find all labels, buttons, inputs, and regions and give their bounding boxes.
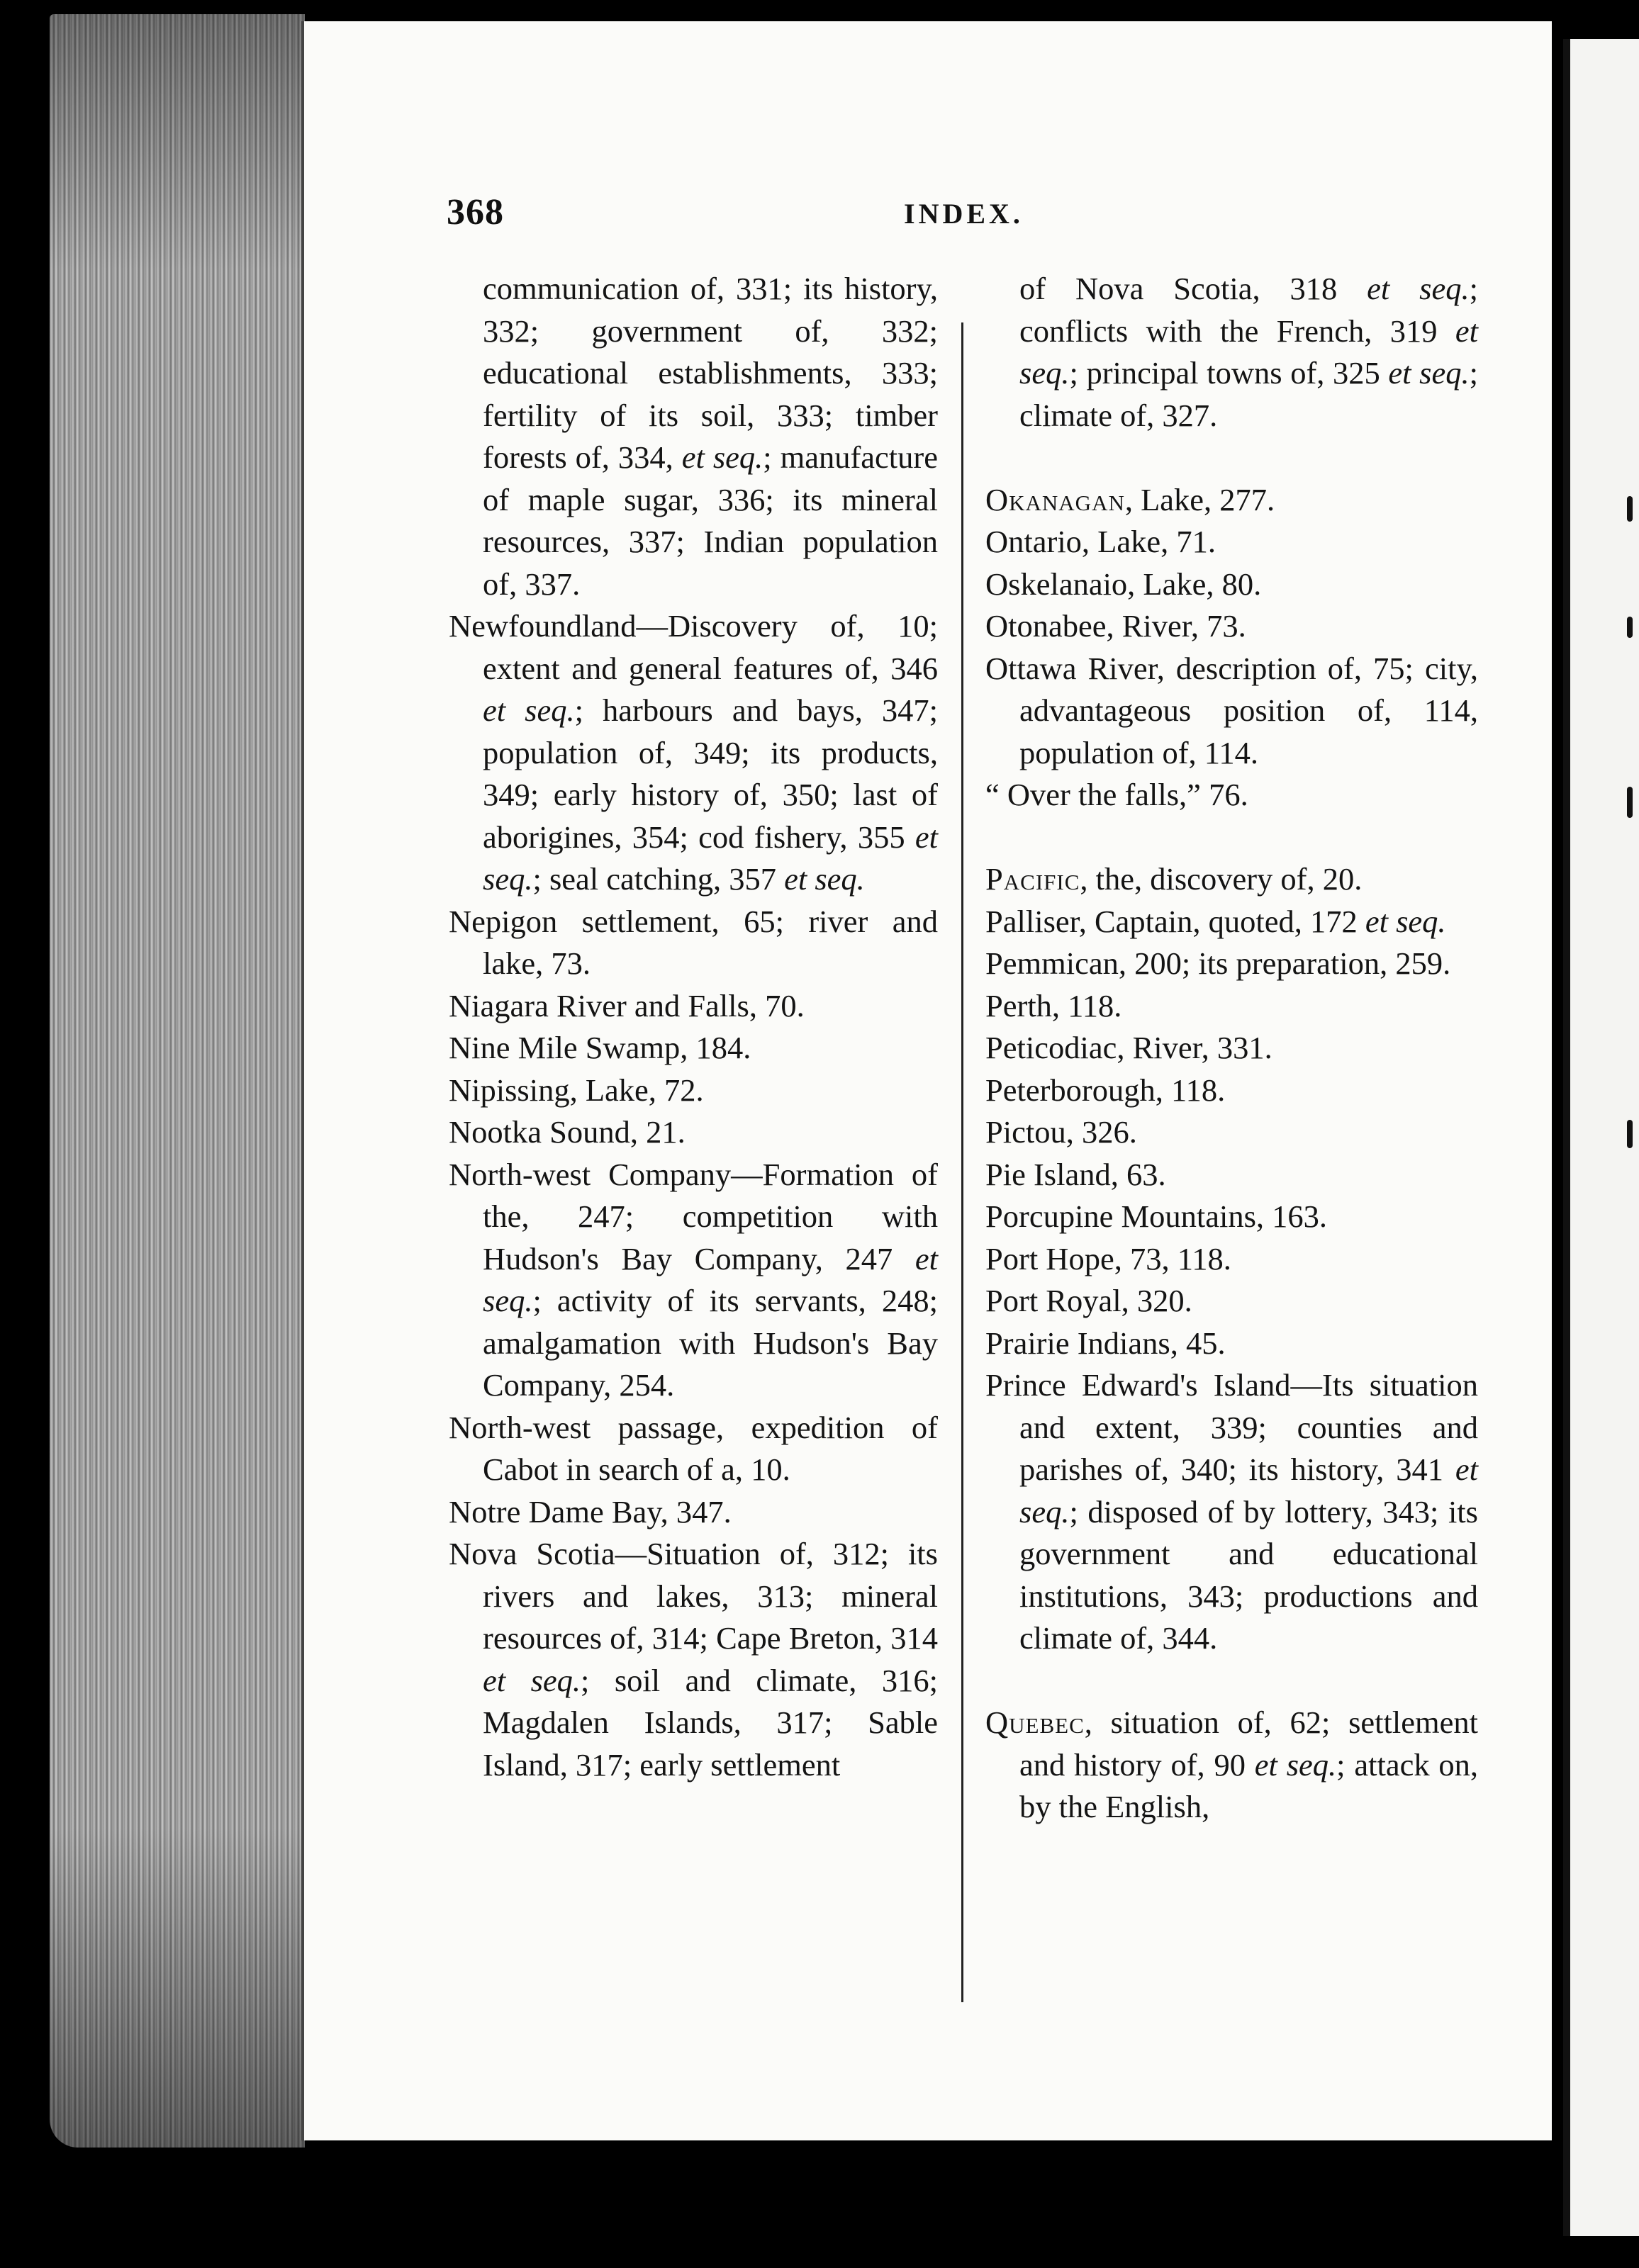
index-entry-continued: of Nova Scotia, 318 et seq.; conflicts with the French, 319 et seq.; principal towns of, 325 et seq.; climate of, 327. — [1019, 271, 1479, 433]
index-entry: Quebec, situation of, 62; settlement and history of, 90 et seq.; attack on, by the English, — [985, 1705, 1479, 1824]
facing-page-mark — [1627, 617, 1633, 638]
index-entry: “ Over the falls,” 76. — [985, 777, 1248, 812]
index-entry: Ontario, Lake, 71. — [985, 524, 1216, 559]
index-entry: Newfoundland—Discovery of, 10; extent and general features of, 346 et seq.; harbours and bays, 347; population of, 349; its products, 349; early history of, 350; last of aborigines, 354; cod fishery, 355 et seq.; seal catching, 357 et seq. — [449, 608, 938, 897]
index-entry: Prince Edward's Island—Its situation and extent, 339; counties and parishes of, 340; its history, 341 et seq.; disposed of by lottery, 343; its government and educational institutions, 343; productions and climate of, 344. — [985, 1367, 1478, 1656]
index-entry: Ottawa River, description of, 75; city, advantageous position of, 114, population of, 114. — [985, 650, 1478, 770]
index-entry: Port Royal, 320. — [985, 1283, 1192, 1318]
index-entry: Nine Mile Swamp, 184. — [449, 1030, 751, 1065]
index-entry: Palliser, Captain, quoted, 172 et seq. — [985, 903, 1446, 939]
index-entry: Otonabee, River, 73. — [985, 608, 1246, 644]
index-entry: Niagara River and Falls, 70. — [449, 987, 805, 1023]
index-entry: Nova Scotia—Situation of, 312; its rivers and lakes, 313; mineral resources of, 314; Cape Breton, 314 et seq.; soil and climate, 316; Magdalen Islands, 317; Sable Island, 317; early settlement — [449, 1536, 938, 1783]
index-entry: Peterborough, 118. — [985, 1072, 1226, 1108]
index-entry: Pictou, 326. — [985, 1114, 1137, 1150]
page-header — [447, 191, 1467, 241]
index-entry: Nipissing, Lake, 72. — [449, 1072, 704, 1108]
facing-page-mark — [1627, 496, 1633, 522]
column-divider — [961, 322, 963, 2002]
book-page-edges — [50, 14, 305, 2148]
facing-page-mark — [1627, 1120, 1633, 1148]
index-entry: Notre Dame Bay, 347. — [449, 1493, 732, 1529]
facing-page-mark — [1627, 787, 1633, 818]
index-entry: Prairie Indians, 45. — [985, 1325, 1226, 1361]
index-entry: Pacific, the, discovery of, 20. — [985, 861, 1363, 897]
index-column-right — [985, 268, 1478, 1829]
section-gap — [985, 816, 1478, 859]
index-entry: Porcupine Mountains, 163. — [985, 1198, 1328, 1234]
index-entry: Nootka Sound, 21. — [449, 1114, 686, 1150]
section-gap — [985, 437, 1478, 479]
index-entry: Perth, 118. — [985, 987, 1122, 1023]
index-entry: Oskelanaio, Lake, 80. — [985, 566, 1262, 602]
running-head: INDEX. — [904, 198, 1024, 230]
page-number: 368 — [447, 192, 504, 232]
index-entry: Port Hope, 73, 118. — [985, 1240, 1231, 1276]
index-entry: North-west passage, expedition of Cabot in search of a, 10. — [449, 1409, 938, 1487]
section-gap — [985, 1660, 1478, 1702]
index-entry: North-west Company—Formation of the, 247; competition with Hudson's Bay Company, 247 et seq.; activity of its servants, 248; amalgamation with Hudson's Bay Company, 254. — [449, 1156, 938, 1403]
index-column-left — [449, 268, 938, 1786]
index-entry: Nepigon settlement, 65; river and lake, 73. — [449, 903, 938, 981]
index-entry: Okanagan, Lake, 277. — [985, 481, 1275, 517]
index-entry: Peticodiac, River, 331. — [985, 1030, 1272, 1065]
index-entry: Pie Island, 63. — [985, 1156, 1166, 1192]
index-entry-continued: communication of, 331; its history, 332; government of, 332; educational establishments, 333; fertility of its soil, 333; timber forests of, 334, et seq.; manufacture of maple sugar, 336; its mineral resources, 337; Indian population of, 337. — [483, 271, 938, 602]
index-entry: Pemmican, 200; its preparation, 259. — [985, 945, 1451, 981]
